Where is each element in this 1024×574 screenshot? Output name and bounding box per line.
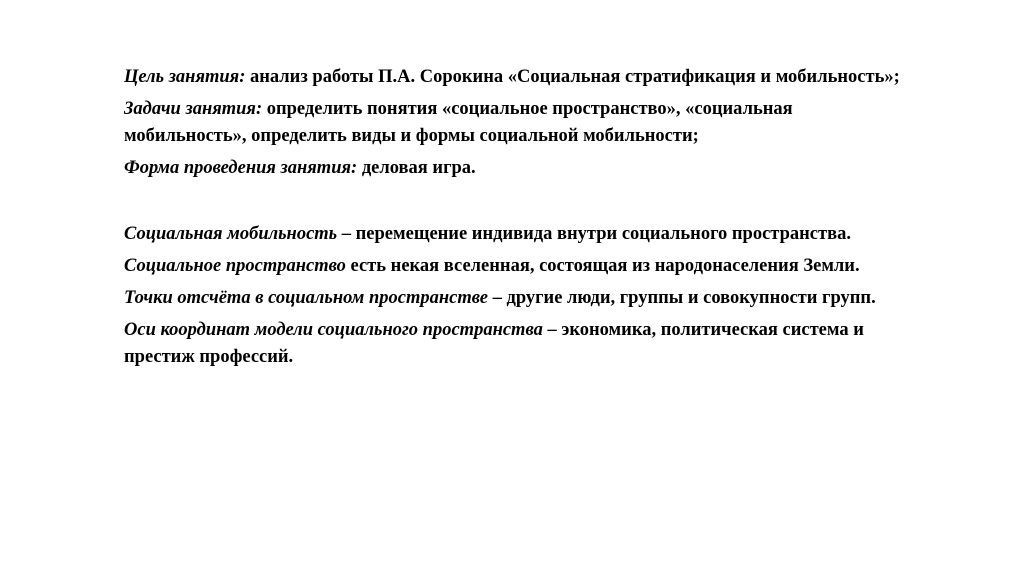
definition-coordinate-axes	[124, 317, 904, 371]
definition-reference-points-text: – другие люди, группы и совокупности групп.	[488, 288, 876, 308]
lesson-tasks-term: Задачи занятия:	[124, 99, 263, 119]
definition-coordinate-axes-term: Оси координат модели социального пространства	[124, 320, 543, 340]
lesson-tasks-text: определить понятия «социальное пространство», «социальная мобильность», определить виды и формы социальной мобильности;	[124, 99, 793, 146]
lesson-tasks	[124, 96, 904, 150]
lesson-form	[124, 155, 904, 182]
lesson-goal-text: анализ работы П.А. Сорокина «Социальная стратификация и мобильность»;	[245, 67, 900, 87]
definition-reference-points-term: Точки отсчёта в социальном пространстве	[124, 288, 488, 308]
lesson-goal	[124, 64, 904, 91]
slide-content	[124, 64, 904, 376]
definition-coordinate-axes-text: – экономика, политическая система и престиж профессий.	[124, 320, 864, 367]
section-spacer	[124, 187, 904, 221]
lesson-form-term: Форма проведения занятия:	[124, 158, 358, 178]
lesson-goal-term: Цель занятия:	[124, 67, 246, 87]
definition-social-space-term: Социальное пространство	[124, 256, 346, 276]
definition-reference-points	[124, 285, 904, 312]
definition-social-mobility-term: Социальная мобильность	[124, 224, 338, 244]
definition-social-mobility-text: – перемещение индивида внутри социального пространства.	[337, 224, 851, 244]
definition-social-space	[124, 253, 904, 280]
lesson-form-text: деловая игра.	[357, 158, 476, 178]
definition-social-mobility	[124, 221, 904, 248]
definition-social-space-text: есть некая вселенная, состоящая из народонаселения Земли.	[345, 256, 860, 276]
